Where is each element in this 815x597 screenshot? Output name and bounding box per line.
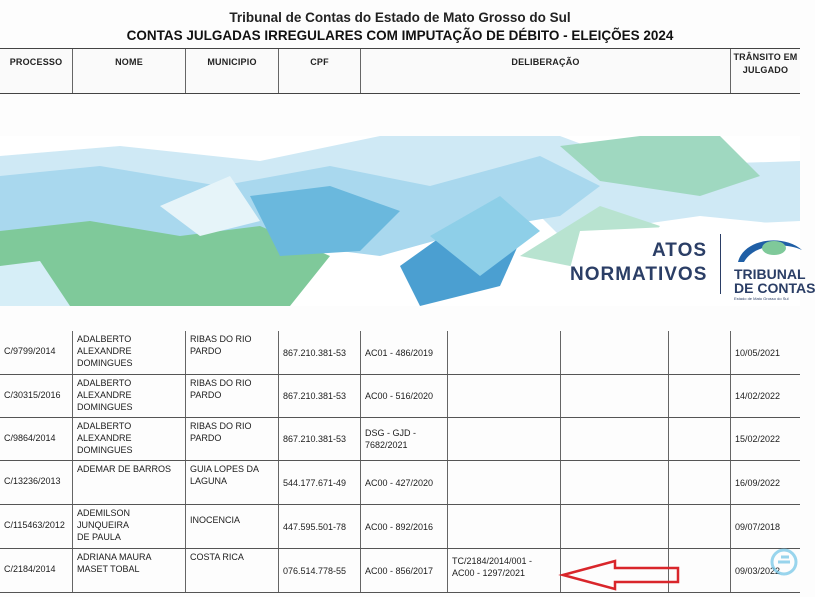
table-row bbox=[0, 505, 800, 549]
banner-title-line2: NORMATIVOS bbox=[570, 264, 708, 285]
cell-cpf: 867.210.381-53 bbox=[278, 331, 360, 374]
table-header bbox=[0, 48, 800, 94]
cell-cpf: 076.514.778-55 bbox=[278, 549, 360, 592]
cell-deliberacao-recurso bbox=[447, 375, 560, 417]
cell-transito: 15/02/2022 bbox=[730, 418, 800, 460]
header-nome: NOME bbox=[72, 49, 185, 93]
document-title: Tribunal de Contas do Estado de Mato Grosso do Sul bbox=[229, 10, 571, 25]
cell-empty bbox=[668, 461, 730, 504]
banner-title-line1: ATOS bbox=[652, 240, 708, 261]
cell-deliberacao: AC00 - 516/2020 bbox=[360, 375, 447, 417]
table-row bbox=[0, 461, 800, 505]
watermark-icon bbox=[770, 548, 798, 576]
cell-municipio: COSTA RICA bbox=[185, 549, 278, 592]
cell-deliberacao-recurso bbox=[447, 505, 560, 548]
header-processo: PROCESSO bbox=[9, 57, 63, 67]
atos-normativos-banner bbox=[0, 136, 815, 306]
cell-deliberacao: AC01 - 486/2019 bbox=[360, 331, 447, 374]
cell-empty bbox=[668, 375, 730, 417]
cell-empty bbox=[668, 418, 730, 460]
cell-nome: ADEMILSON JUNQUEIRA DE PAULA bbox=[72, 505, 185, 548]
cell-nome: ADRIANA MAURA MASET TOBAL bbox=[72, 549, 185, 592]
cell-processo: C/115463/2012 bbox=[4, 520, 65, 530]
cell-deliberacao-recurso: TC/2184/2014/001 - AC00 - 1297/2021 bbox=[447, 549, 560, 592]
cell-deliberacao: AC00 - 856/2017 bbox=[360, 549, 447, 592]
table-row bbox=[0, 331, 800, 375]
cell-municipio: RIBAS DO RIO PARDO bbox=[185, 331, 278, 374]
banner-brand-line1: TRIBUNAL bbox=[734, 266, 806, 282]
cell-processo: C/2184/2014 bbox=[4, 564, 56, 574]
cell-deliberacao-recurso bbox=[447, 461, 560, 504]
cell-nome: ADALBERTO ALEXANDRE DOMINGUES bbox=[72, 331, 185, 374]
cell-municipio: RIBAS DO RIO PARDO bbox=[185, 418, 278, 460]
cell-empty bbox=[560, 418, 668, 460]
cell-deliberacao: AC00 - 892/2016 bbox=[360, 505, 447, 548]
cell-processo: C/9864/2014 bbox=[4, 433, 56, 443]
table-row bbox=[0, 418, 800, 461]
cell-empty bbox=[560, 375, 668, 417]
cell-processo: C/13236/2013 bbox=[4, 476, 61, 486]
cell-deliberacao-recurso bbox=[447, 418, 560, 460]
cell-municipio: GUIA LOPES DA LAGUNA bbox=[185, 461, 278, 504]
document-subtitle: CONTAS JULGADAS IRREGULARES COM IMPUTAÇÃO DE DÉBITO - ELEIÇÕES 2024 bbox=[126, 28, 674, 43]
cell-deliberacao: DSG - GJD - 7682/2021 bbox=[360, 418, 447, 460]
banner-brand-line2: DE CONTAS bbox=[734, 280, 815, 296]
cell-deliberacao-recurso bbox=[447, 331, 560, 374]
cell-processo: C/30315/2016 bbox=[4, 390, 61, 400]
header-transito: TRÂNSITO EM JULGADO bbox=[730, 49, 800, 93]
banner-brand-line3: Estado de Mato Grosso do Sul bbox=[734, 296, 789, 301]
cell-cpf: 867.210.381-53 bbox=[278, 375, 360, 417]
red-arrow-annotation bbox=[560, 558, 682, 592]
cell-nome: ADALBERTO ALEXANDRE DOMINGUES bbox=[72, 375, 185, 417]
cell-cpf: 867.210.381-53 bbox=[278, 418, 360, 460]
table-row bbox=[0, 375, 800, 418]
cell-empty bbox=[560, 331, 668, 374]
cell-nome: ADALBERTO ALEXANDRE DOMINGUES bbox=[72, 418, 185, 460]
cell-municipio: INOCENCIA bbox=[185, 505, 278, 548]
cell-empty bbox=[560, 505, 668, 548]
cell-transito: 14/02/2022 bbox=[730, 375, 800, 417]
banner-divider bbox=[720, 234, 721, 294]
cell-transito: 16/09/2022 bbox=[730, 461, 800, 504]
cell-cpf: 447.595.501-78 bbox=[278, 505, 360, 548]
cell-processo: C/9799/2014 bbox=[4, 346, 56, 356]
cell-municipio: RIBAS DO RIO PARDO bbox=[185, 375, 278, 417]
cell-empty bbox=[560, 461, 668, 504]
header-deliberacao: DELIBERAÇÃO bbox=[360, 49, 730, 93]
header-municipio: MUNICIPIO bbox=[185, 49, 278, 93]
cell-transito: 09/07/2018 bbox=[730, 505, 800, 548]
cell-empty bbox=[668, 505, 730, 548]
cell-transito: 10/05/2021 bbox=[730, 331, 800, 374]
cell-nome: ADEMAR DE BARROS bbox=[72, 461, 185, 504]
header-cpf: CPF bbox=[278, 49, 360, 93]
cell-empty bbox=[668, 331, 730, 374]
cell-deliberacao: AC00 - 427/2020 bbox=[360, 461, 447, 504]
cell-cpf: 544.177.671-49 bbox=[278, 461, 360, 504]
tribunal-logo-icon bbox=[734, 232, 804, 266]
cell-transito: 09/03/2022 bbox=[730, 549, 800, 592]
